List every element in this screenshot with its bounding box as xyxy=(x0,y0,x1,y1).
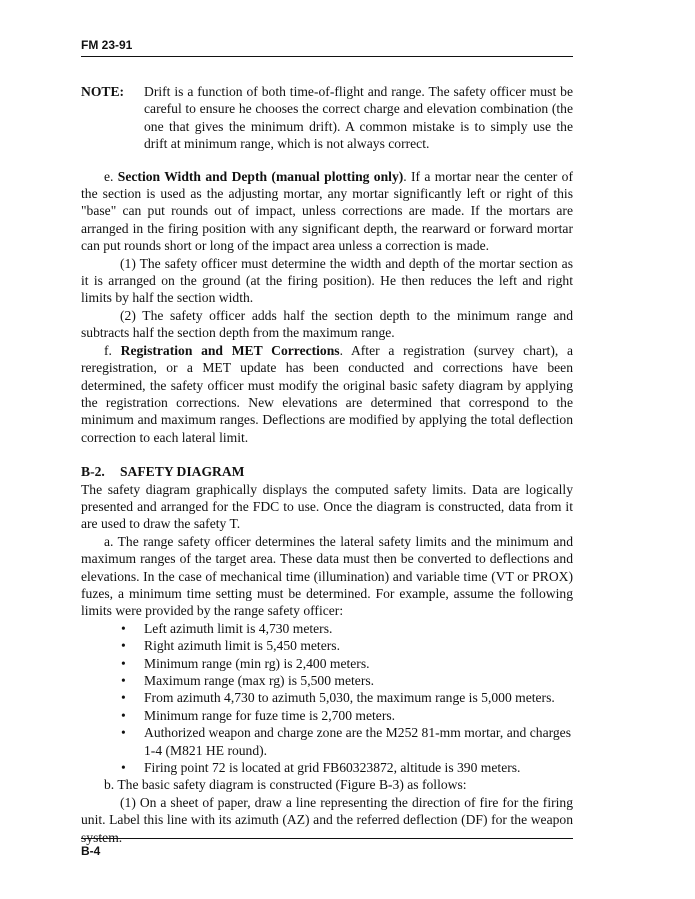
bullet-icon: • xyxy=(121,707,126,723)
paragraph-e2: (2) The safety officer adds half the section depth to the minimum range and subtracts half the section depth from the maximum range. xyxy=(81,307,573,341)
bullet-icon: • xyxy=(121,638,126,654)
list-item: • Right azimuth limit is 5,450 meters. xyxy=(121,638,340,654)
header-rule xyxy=(81,56,573,57)
section-intro: The safety diagram graphically displays the computed safety limits. Data are logically presented and arranged for the FDC to use. Once the diagram is constructed, data from it are used to draw the safety T. xyxy=(81,481,573,532)
paragraph-b: b. The basic safety diagram is constructed (Figure B-3) as follows: xyxy=(104,777,467,793)
page-footer: B-4 xyxy=(81,844,101,858)
section-number: B-2. xyxy=(81,464,105,480)
paragraph-e-lead: e. xyxy=(104,168,118,184)
note-block xyxy=(81,83,573,153)
list-item: • Minimum range for fuze time is 2,700 meters. xyxy=(121,707,396,723)
section-heading xyxy=(81,463,573,480)
bullet-icon: • xyxy=(121,673,126,688)
list-item: • Maximum range (max rg) is 5,500 meters. xyxy=(121,673,375,688)
paragraph-e-body: . If a mortar near the center of the section is used as the adjusting mortar, any mortar significantly left or right of this "base" can put rounds out of impact, unless corrections are made. If the mortars are arranged in the firing position with any significant depth, the rearward or forward mortar can put rounds short or long of the impact area unless a correction is made. xyxy=(81,168,573,254)
list-item: • Minimum range (min rg) is 2,400 meters. xyxy=(121,655,370,671)
list-item: • From azimuth 4,730 to azimuth 5,030, the maximum range is 5,000 meters. xyxy=(121,690,555,706)
footer-rule xyxy=(81,838,573,839)
page-header: FM 23-91 xyxy=(81,38,133,52)
page-body xyxy=(81,83,573,846)
bullet-icon: • xyxy=(121,690,126,706)
bullet-icon: • xyxy=(121,725,126,741)
bullet-icon: • xyxy=(121,620,126,636)
paragraph-e xyxy=(81,168,573,255)
list-item: • Left azimuth limit is 4,730 meters. xyxy=(121,620,333,636)
list-item: • Firing point 72 is located at grid FB60323872, altitude is 390 meters. xyxy=(121,760,521,776)
paragraph-f xyxy=(81,342,573,446)
note-label: NOTE: xyxy=(81,84,125,99)
paragraph-e-title: Section Width and Depth (manual plotting only) xyxy=(117,168,404,184)
bullet-icon: • xyxy=(121,655,126,671)
paragraph-f-title: Registration and MET Corrections xyxy=(120,342,340,358)
paragraph-e1: (1) The safety officer must determine the width and depth of the mortar section as it is arranged on the ground (at the firing position). He then reduces the left and right limits by half the section width. xyxy=(81,255,573,306)
list-item: • Authorized weapon and charge zone are the M252 81-mm mortar, and charges 1-4 (M821 HE round). xyxy=(121,725,572,758)
paragraph-f-body: . After a registration (survey chart), a reregistration, or a MET update has been conducted and corrections have been determined, the safety officer must modify the original basic safety diagram by applying the registration corrections. New elevations are determined that correspond to the minimum and maximum ranges. Deflections are modified by applying the total deflection correction to each lateral limit. xyxy=(81,342,573,445)
limits-list xyxy=(81,620,573,777)
bullet-icon: • xyxy=(121,760,126,776)
note-text: Drift is a function of both time-of-flight and range. The safety officer must be careful to ensure he chooses the correct charge and elevation combination (the one that gives the minimum drift). A common mistake is to simply use the drift at minimum range, which is not always correct. xyxy=(144,84,573,152)
paragraph-b1: (1) On a sheet of paper, draw a line representing the direction of fire for the firing unit. Label this line with its azimuth (AZ) and the referred deflection (DF) for the weapon system. xyxy=(81,794,573,845)
section-title: SAFETY DIAGRAM xyxy=(120,464,245,480)
spacer xyxy=(81,446,573,463)
paragraph-a: a. The range safety officer determines the lateral safety limits and the minimum and maximum ranges of the target area. These data must then be converted to deflections and elevations. In the case of mechanical time (illumination) and variable time (VT or PROX) fuzes, a minimum time setting must be determined. For example, assume the following limits were provided by the range safety officer: xyxy=(81,533,573,619)
paragraph-f-lead: f. xyxy=(104,342,121,358)
